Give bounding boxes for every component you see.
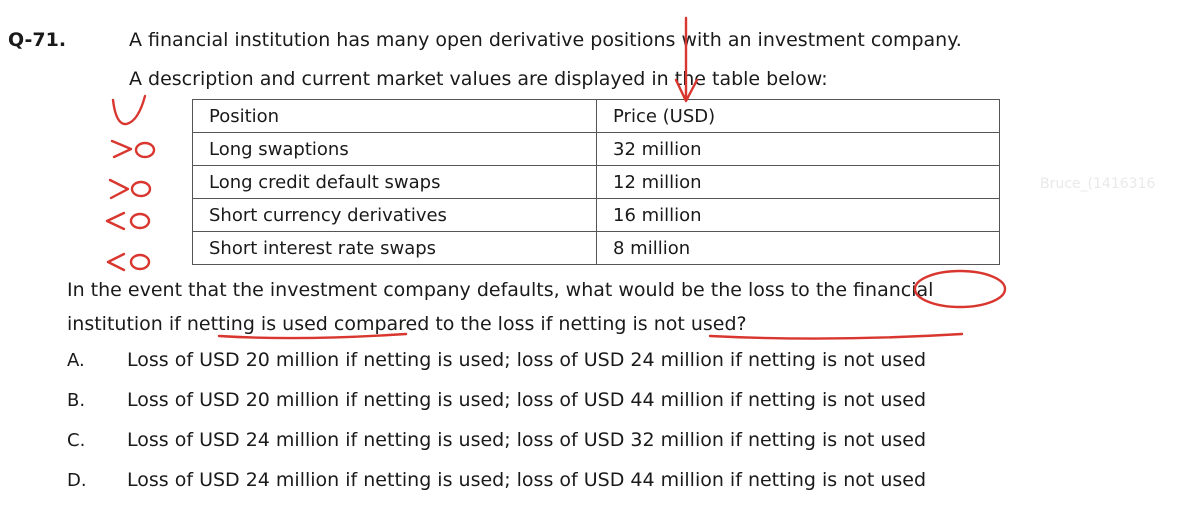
table-row (193, 232, 1000, 265)
table-row (193, 199, 1000, 232)
handwritten-less-than-zero-mark (108, 254, 149, 270)
option-c-letter: C. (67, 430, 86, 451)
position-cell: Long credit default swaps (193, 166, 597, 199)
handwritten-greater-than-zero-mark (110, 180, 150, 198)
handwritten-less-than-zero-mark (107, 213, 149, 229)
question-prompt-line-2: institution if netting is used compared to the loss if netting is not used? (67, 313, 747, 335)
option-c-text[interactable]: Loss of USD 24 million if netting is used; loss of USD 32 million if netting is not used (127, 429, 927, 451)
price-cell: 12 million (597, 166, 1000, 199)
column-header-price: Price (USD) (597, 100, 1000, 133)
option-a-letter: A. (67, 350, 85, 371)
question-stem-line-2: A description and current market values are displayed in the table below: (129, 68, 828, 90)
option-a-text[interactable]: Loss of USD 20 million if netting is used; loss of USD 24 million if netting is not used (127, 349, 927, 371)
option-b-text[interactable]: Loss of USD 20 million if netting is used; loss of USD 44 million if netting is not used (127, 389, 927, 411)
price-cell: 16 million (597, 199, 1000, 232)
position-cell: Long swaptions (193, 133, 597, 166)
handwritten-underline-mark (710, 334, 962, 339)
question-prompt-line-1: In the event that the investment company defaults, what would be the loss to the financial (67, 279, 934, 301)
price-cell: 32 million (597, 133, 1000, 166)
column-header-position: Position (193, 100, 597, 133)
positions-table (192, 99, 1000, 265)
position-cell: Short interest rate swaps (193, 232, 597, 265)
price-cell: 8 million (597, 232, 1000, 265)
watermark-text: Bruce_(1416316 (1040, 176, 1156, 192)
question-number: Q-71. (8, 29, 67, 51)
option-d-letter: D. (67, 470, 87, 491)
handwritten-greater-than-zero-mark (112, 141, 154, 157)
handwritten-v-mark (113, 96, 145, 124)
table-row (193, 133, 1000, 166)
table-header-row (193, 100, 1000, 133)
table-row (193, 166, 1000, 199)
option-b-letter: B. (67, 390, 86, 411)
option-d-text[interactable]: Loss of USD 24 million if netting is used; loss of USD 44 million if netting is not used (127, 469, 927, 491)
question-stem-line-1: A financial institution has many open derivative positions with an investment company. (129, 29, 962, 51)
position-cell: Short currency derivatives (193, 199, 597, 232)
